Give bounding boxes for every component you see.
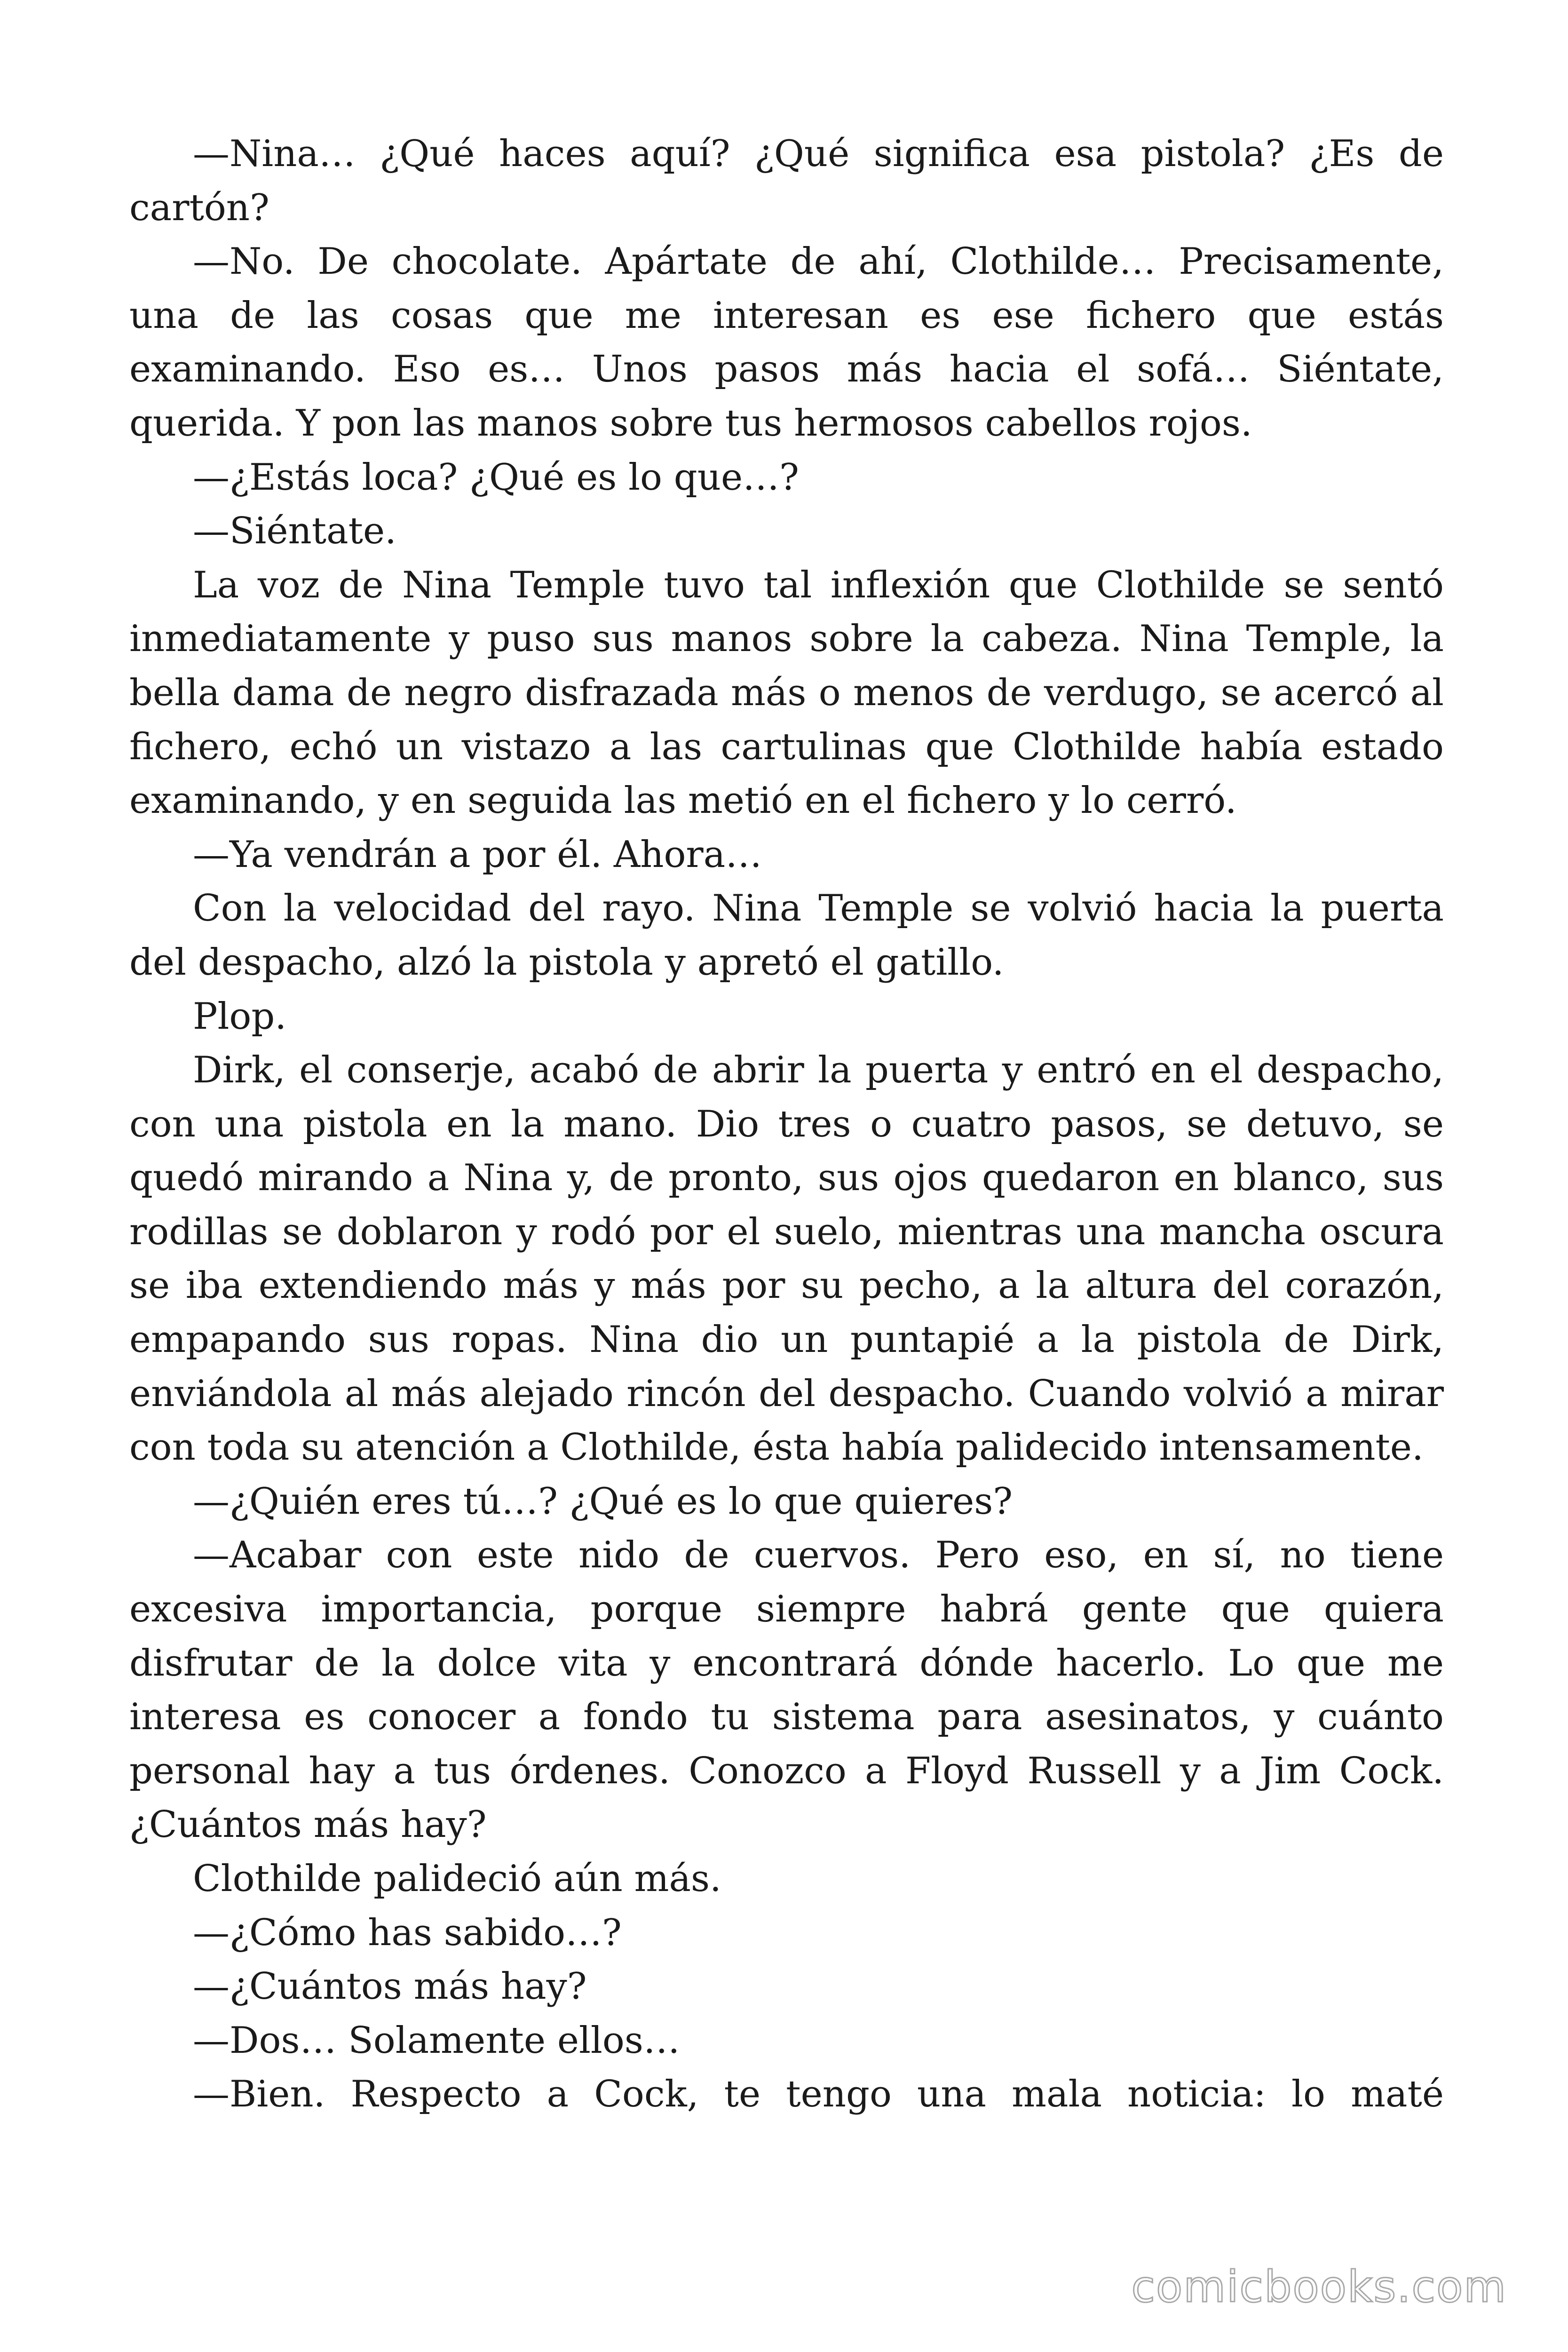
paragraph: —¿Cómo has sabido…?	[193, 1911, 622, 1954]
paragraph: —No. De chocolate. Apártate de ahí, Clothilde… Precisamente, una de las cosas que me interesan es ese fichero que estás examinando. Eso es… Unos pasos más hacia el sofá… Siéntate, querida. Y pon las manos sobre tus hermosos cabellos rojos.	[129, 240, 1444, 445]
watermark: comicbooks.com	[1131, 2262, 1507, 2312]
paragraph: Con la velocidad del rayo. Nina Temple se volvió hacia la puerta del despacho, alzó la pistola y apretó el gatillo.	[129, 887, 1444, 984]
paragraph: Clothilde palideció aún más.	[193, 1858, 721, 1900]
page-body-text	[129, 127, 1444, 2122]
paragraph: —Dos… Solamente ellos…	[193, 2019, 680, 2062]
paragraph: —Siéntate.	[193, 510, 396, 553]
paragraph: —Ya vendrán a por él. Ahora…	[193, 833, 762, 876]
paragraph: —Bien. Respecto a Cock, te tengo una mala noticia: lo maté	[193, 2073, 1444, 2116]
paragraph: —¿Quién eres tú…? ¿Qué es lo que quieres?	[193, 1480, 1013, 1523]
paragraph: —Nina… ¿Qué haces aquí? ¿Qué significa esa pistola? ¿Es de cartón?	[129, 133, 1444, 229]
paragraph: —¿Estás loca? ¿Qué es lo que…?	[193, 456, 799, 499]
paragraph: La voz de Nina Temple tuvo tal inflexión que Clothilde se sentó inmediatamente y puso sus manos sobre la cabeza. Nina Temple, la bella dama de negro disfrazada más o menos de verdugo, se acercó al fichero, echó un vistazo a las cartulinas que Clothilde había estado examinando, y en seguida las metió en el fichero y lo cerró.	[129, 564, 1444, 822]
paragraph: —¿Cuántos más hay?	[193, 1965, 587, 2008]
book-page	[129, 127, 1444, 2234]
paragraph: —Acabar con este nido de cuervos. Pero eso, en sí, no tiene excesiva importancia, porque siempre habrá gente que quiera disfrutar de la dolce vita y encontrará dónde hacerlo. Lo que me interesa es conocer a fondo tu sistema para asesinatos, y cuánto personal hay a tus órdenes. Conozco a Floyd Russell y a Jim Cock. ¿Cuántos más hay?	[129, 1534, 1444, 1846]
paragraph: Plop.	[193, 995, 287, 1038]
paragraph: Dirk, el conserje, acabó de abrir la puerta y entró en el despacho, con una pistola en la mano. Dio tres o cuatro pasos, se detuvo, se quedó mirando a Nina y, de pronto, sus ojos quedaron en blanco, sus rodillas se doblaron y rodó por el suelo, mientras una mancha oscura se iba extendiendo más y más por su pecho, a la altura del corazón, empapando sus ropas. Nina dio un puntapié a la pistola de Dirk, enviándola al más alejado rincón del despacho. Cuando volvió a mirar con toda su atención a Clothilde, ésta había palidecido intensamente.	[129, 1049, 1444, 1469]
